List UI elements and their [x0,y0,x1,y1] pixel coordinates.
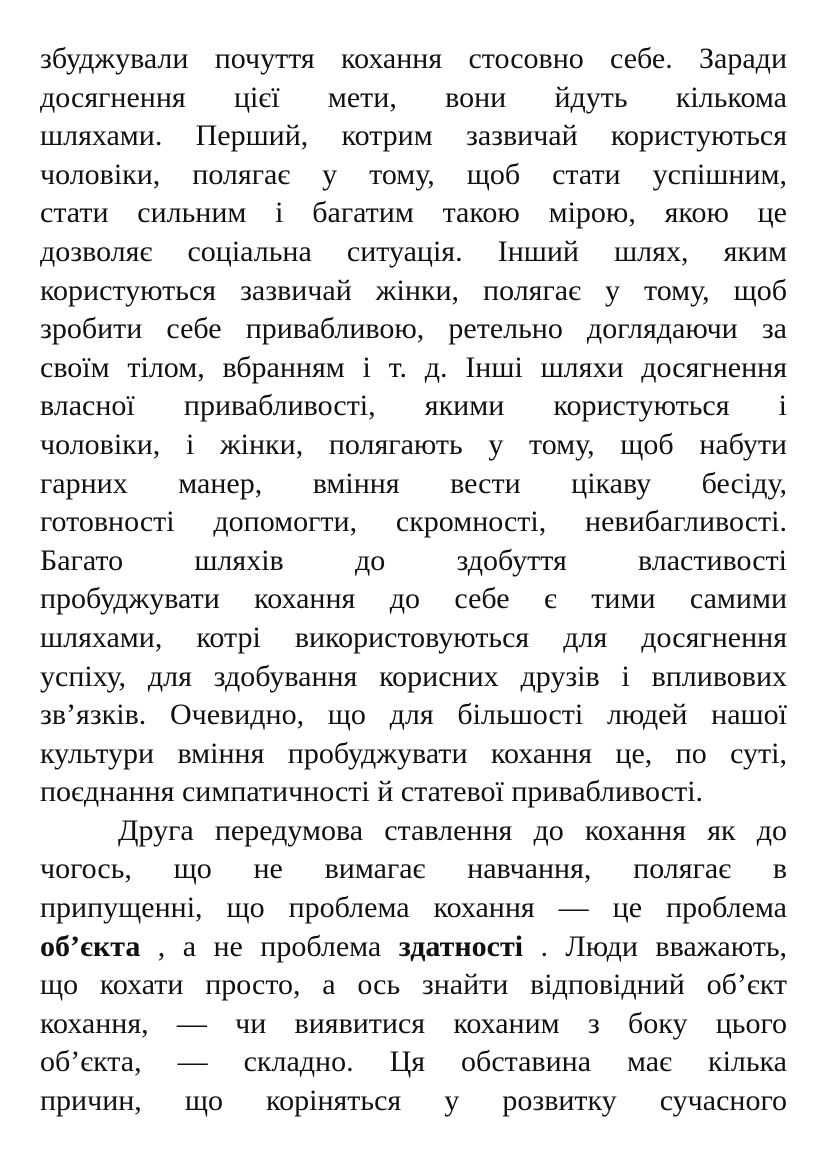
document-page [40,40,787,1121]
text-segment: Багато шляхів до здобуття властивості [40,543,787,577]
text-segment: успіху, для здобування корисних друзів і впливових [40,659,787,693]
text-line [40,619,787,658]
text-segment: культури вміння пробуджувати кохання це, по суті, [40,736,787,770]
text-line [40,773,787,812]
text-segment: чогось, що не вимагає навчання, полягає в [40,852,787,886]
text-line [40,966,787,1005]
text-line [40,387,787,426]
text-segment: поєднання симпатичності й статевої привабливості. [40,775,704,809]
text-line [40,658,787,697]
text-segment: стати сильним і багатим такою мірою, якою це [40,196,787,230]
text-line [40,349,787,388]
text-segment: збуджували почуття кохання стосовно себе. Заради [40,42,787,75]
text-segment: готовності допомогти, скромності, невибагливості. [40,505,787,539]
text-segment: своїм тілом, вбранням і т. д. Інші шляхи досягнення [40,350,787,384]
text-line [40,272,787,311]
text-segment: досягнення цієї мети, вони йдуть кількома [40,80,787,114]
text-segment: шляхами. Перший, котрим зазвичай користуються [40,119,787,153]
text-segment: об’єкта, — складно. Ця обставина має кілька [40,1045,787,1079]
text-line [40,580,787,619]
text-line [40,465,787,504]
bold-term: об’єкта [40,929,141,963]
text-line [40,696,787,735]
text-line [40,850,787,889]
text-line [40,889,787,928]
text-line [40,735,787,774]
text-line [40,426,787,465]
bold-term: здатності [398,929,524,963]
text-segment: причин, що коріняться у розвитку сучасного [40,1084,787,1118]
text-segment: шляхами, котрі використовуються для досягнення [40,620,787,654]
text-line [40,310,787,349]
text-line [40,233,787,272]
text-segment: чоловіки, і жінки, полягають у тому, щоб набути [40,427,787,461]
text-line [40,156,787,195]
text-line [40,1043,787,1082]
text-line [40,542,787,581]
text-segment: дозволяє соціальна ситуація. Інший шлях, яким [40,234,787,268]
text-line [40,812,787,851]
text-line [40,1082,787,1121]
text-segment: , а не проблема [140,929,399,963]
text-line [40,40,787,79]
text-segment: припущенні, що проблема кохання — це проблема [40,891,787,925]
text-line [40,503,787,542]
text-segment: Друга передумова ставлення до кохання як до [118,813,787,847]
text-line [40,117,787,156]
text-line [40,194,787,233]
text-segment: чоловіки, полягає у тому, щоб стати успішним, [40,157,787,191]
text-segment: що кохати просто, а ось знайти відповідний об’єкт [40,968,787,1002]
text-segment: зробити себе привабливою, ретельно доглядаючи за [40,312,787,346]
text-segment: власної привабливості, якими користуються і [40,389,787,423]
text-segment: зв’язків. Очевидно, що для більшості людей нашої [40,698,787,732]
text-segment: користуються зазвичай жінки, полягає у тому, щоб [40,273,787,307]
text-segment: пробуджувати кохання до себе є тими самими [40,582,787,616]
text-line [40,79,787,118]
text-segment: . Люди вважають, [523,929,788,963]
text-line [40,928,787,967]
text-line [40,1005,787,1044]
text-segment: кохання, — чи виявитися коханим з боку цього [40,1006,787,1040]
text-segment: гарних манер, вміння вести цікаву бесіду, [40,466,787,500]
